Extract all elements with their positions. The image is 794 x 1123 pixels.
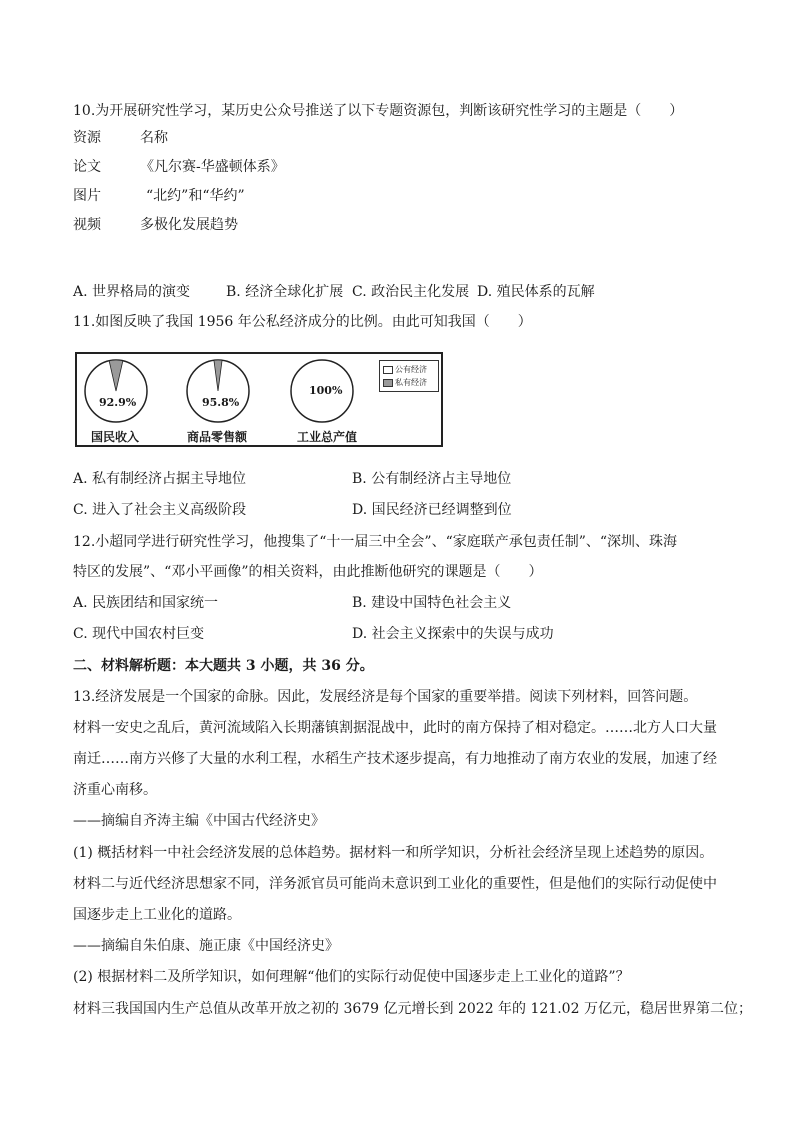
q13-question2: (2) 根据材料二及所学知识，如何理解“他们的实际行动促使中国逐步走上工业化的道路”？: [73, 969, 630, 985]
pie-value-label: 95.8%: [202, 396, 240, 409]
pie-chart-retail-sales: [185, 358, 251, 424]
q10-header-name: 名称: [140, 130, 168, 146]
q10-option-a: A. 世界格局的演变: [73, 284, 191, 300]
q10-row-name: 多极化发展趋势: [140, 217, 238, 233]
q13-material2-line: 材料二与近代经济思想家不同，洋务派官员可能尚未意识到工业化的重要性，但是他们的实际行动促使中: [73, 876, 717, 892]
legend-item-public: [383, 364, 427, 376]
pie-chart-national-income: [83, 358, 149, 424]
legend-swatch-private: [383, 379, 393, 387]
legend-swatch-public: [383, 366, 393, 374]
q10-option-d: D. 殖民体系的瓦解: [477, 284, 595, 300]
q11-stem: 11.如图反映了我国 1956 年公私经济成分的比例。由此可知我国（ ）: [73, 314, 532, 330]
q13-material2-source: ——摘编自朱伯康、施正康《中国经济史》: [73, 938, 339, 954]
q10-option-c: C. 政治民主化发展: [352, 284, 470, 300]
q13-material1-line: 南迁……南方兴修了大量的水利工程，水稻生产技术逐步提高，有力地推动了南方农业的发展，加速了经: [73, 751, 717, 767]
pie-value-label: 100%: [309, 384, 343, 397]
section-heading: 二、材料解析题：本大题共 3 小题，共 36 分。: [73, 658, 374, 674]
q11-option-c: C. 进入了社会主义高级阶段: [73, 502, 247, 518]
q13-material1-line: 济重心南移。: [73, 782, 157, 798]
chart-legend: [379, 360, 439, 392]
q12-option-c: C. 现代中国农村巨变: [73, 626, 205, 642]
pie-caption: 国民收入: [91, 430, 140, 444]
q12-option-b: B. 建设中国特色社会主义: [352, 595, 512, 611]
q13-question1: (1) 概括材料一中社会经济发展的总体趋势。据材料一和所学知识，分析社会经济呈现上述趋势的原因。: [73, 845, 714, 861]
pie-caption: 工业总产值: [297, 430, 358, 444]
pie-caption: 商品零售额: [187, 430, 248, 444]
q10-row-resource: 图片: [73, 188, 101, 204]
q13-stem: 13.经济发展是一个国家的命脉。因此，发展经济是每个国家的重要举措。阅读下列材料，回答问题。: [73, 689, 698, 705]
legend-item-private: [383, 377, 427, 389]
pie-chart-industrial-output: [289, 358, 355, 424]
q12-option-a: A. 民族团结和国家统一: [73, 595, 219, 611]
q13-material3-line: 材料三我国国内生产总值从改革开放之初的 3679 亿元增长到 2022 年的 121.02 万亿元，稳居世界第二位；: [73, 1001, 752, 1017]
q11-option-d: D. 国民经济已经调整到位: [352, 502, 512, 518]
q13-material1-source: ——摘编自齐涛主编《中国古代经济史》: [73, 813, 325, 829]
pie-chart-figure: [75, 352, 443, 447]
pie-value-label: 92.9%: [99, 396, 137, 409]
q10-row-name: “北约”和“华约”: [146, 188, 245, 204]
q11-option-b: B. 公有制经济占主导地位: [352, 471, 512, 487]
q10-row-resource: 论文: [73, 159, 101, 175]
pie-svg: [83, 358, 149, 424]
q10-row-name: 《凡尔赛-华盛顿体系》: [140, 159, 285, 175]
legend-label: 私有经济: [395, 378, 427, 387]
q13-material1-line: 材料一安史之乱后，黄河流域陷入长期藩镇割据混战中，此时的南方保持了相对稳定。……北方人口大量: [73, 720, 717, 736]
q10-option-b: B. 经济全球化扩展: [226, 284, 344, 300]
q11-option-a: A. 私有制经济占据主导地位: [73, 471, 247, 487]
legend-label: 公有经济: [395, 365, 427, 374]
q12-option-d: D. 社会主义探索中的失误与成功: [352, 626, 554, 642]
q10-header-resource: 资源: [73, 130, 101, 146]
q13-material2-line: 国逐步走上工业化的道路。: [73, 907, 241, 923]
q12-stem-line2: 特区的发展”、“邓小平画像”的相关资料，由此推断他研究的课题是（ ）: [73, 564, 543, 580]
q10-stem: 10.为开展研究性学习，某历史公众号推送了以下专题资源包，判断该研究性学习的主题是（ ）: [73, 103, 684, 119]
pie-svg: [185, 358, 251, 424]
q12-stem-line1: 12.小超同学进行研究性学习，他搜集了“十一届三中全会”、“家庭联产承包责任制”、“深圳、珠海: [73, 534, 678, 550]
q10-row-resource: 视频: [73, 217, 101, 233]
